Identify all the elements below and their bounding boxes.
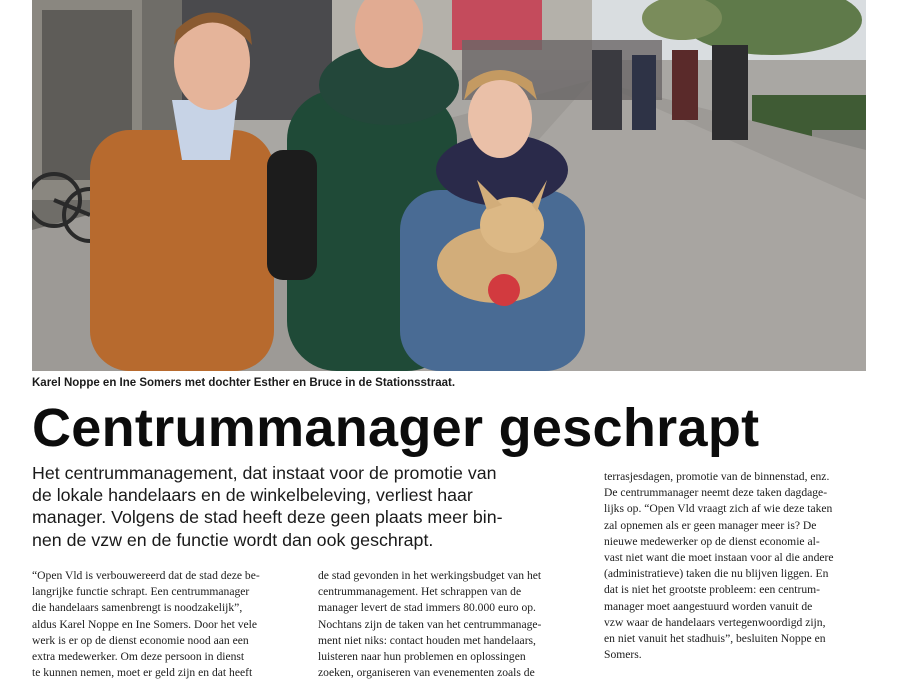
- lead-line: de lokale handelaars en de winkelbeleving, verliest haar: [32, 485, 473, 506]
- body-line: de stad gevonden in het werkingsbudget van het: [318, 569, 542, 582]
- body-line: vzw waar de handelaars vertegenwoordigd zijn,: [604, 615, 826, 629]
- body-line: werk is er op de dienst economie nood aan een: [32, 633, 249, 647]
- lead-line: Het centrummanagement, dat instaat voor de promotie van: [32, 463, 497, 483]
- article-column-3: [604, 469, 868, 663]
- body-line: centrummanagement. Het schrappen van de: [318, 585, 522, 599]
- body-line: aldus Karel Noppe en Ine Somers. Door het vele: [32, 617, 258, 631]
- body-line: ment niet niks: contact houden met handelaars,: [318, 633, 536, 647]
- body-line: De centrummanager neemt deze taken dagdage-: [604, 486, 828, 500]
- lead-line: manager. Volgens de stad heeft deze geen plaats meer bin-: [32, 507, 503, 528]
- body-line: nieuwe medewerker op de dienst economie al-: [604, 534, 820, 548]
- street-photo: [32, 0, 866, 371]
- street-photo-icon: [32, 0, 866, 371]
- body-line: te kunnen nemen, moet er geld zijn en dat heeft: [32, 666, 253, 680]
- lead-line: nen de vzw en de functie wordt dan ook geschrapt.: [32, 529, 434, 550]
- body-line: Somers.: [604, 648, 642, 662]
- article-headline: Centrummanager geschrapt: [32, 398, 760, 458]
- article-column-2: [318, 568, 586, 681]
- body-line: extra medewerker. Om deze persoon in dienst: [32, 650, 245, 664]
- body-line: dat is niet het grootste probleem: een centrum-: [604, 583, 821, 597]
- body-line: en niet vanuit het stadhuis”, besluiten Noppe en: [604, 632, 826, 646]
- body-line: “Open Vld is verbouwereerd dat de stad deze be-: [32, 569, 260, 582]
- body-line: zal opnemen als er geen manager meer is? De: [604, 518, 817, 532]
- body-line: zoeken, organiseren van evenementen zoals de: [318, 666, 535, 680]
- article-column-1: [32, 568, 300, 681]
- body-line: langrijke functie schrapt. Een centrummanager: [32, 585, 250, 599]
- body-line: manager levert de stad immers 80.000 euro op.: [318, 601, 536, 615]
- body-line: Nochtans zijn de taken van het centrummanage-: [318, 617, 542, 631]
- body-line: vast niet want die moet instaan voor al die andere: [604, 551, 834, 565]
- body-line: terrasjesdagen, promotie van de binnenstad, enz.: [604, 470, 830, 483]
- body-line: die handelaars samenbrengt is noodzakelijk”,: [32, 601, 243, 615]
- article-lead: [32, 462, 588, 551]
- body-line: lijks op. “Open Vld vraagt zich af wie deze taken: [604, 502, 833, 516]
- photo-caption: Karel Noppe en Ine Somers met dochter Esther en Bruce in de Stationsstraat.: [32, 377, 456, 389]
- body-line: manager moet aangestuurd worden vanuit de: [604, 599, 813, 613]
- body-line: (administratieve) taken die nu blijven liggen. En: [604, 567, 829, 581]
- body-line: luisteren naar hun problemen en oplossingen: [318, 650, 526, 664]
